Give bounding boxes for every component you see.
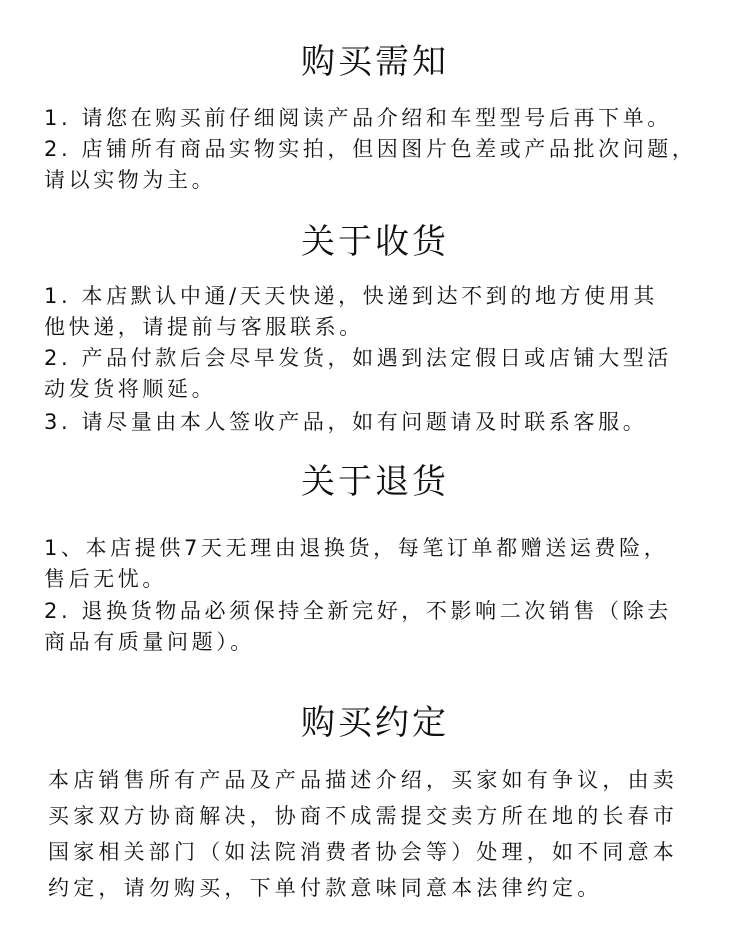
purchase-notes-item-1 [44, 103, 734, 134]
section-title-purchase-notes: 购买需知 [301, 42, 449, 82]
returns-item-1 [44, 533, 734, 595]
text-line: 2. 产品付款后会尽早发货，如遇到法定假日或店铺大型活 [44, 346, 672, 370]
text-line: 1. 本店默认中通/天天快递，快递到达不到的地方使用其 [44, 284, 658, 308]
purchase-notes-item-2 [44, 134, 734, 196]
text-line: 国家相关部门（如法院消费者协会等）处理，如不同意本 [48, 840, 678, 864]
text-line: 2. 店铺所有商品实物实拍，但因图片色差或产品批次问题， [44, 137, 697, 161]
returns-item-2 [44, 596, 734, 658]
text-line: 3. 请尽量由本人签收产品，如有问题请及时联系客服。 [44, 410, 648, 434]
text-line: 买家双方协商解决，协商不成需提交卖方所在地的长春市 [48, 804, 678, 828]
text-line: 2. 退换货物品必须保持全新完好，不影响二次销售（除去 [44, 599, 672, 623]
text-line: 售后无忧。 [44, 567, 167, 591]
receiving-item-1 [44, 281, 734, 343]
receiving-item-2 [44, 343, 734, 405]
text-line: 约定，请勿购买，下单付款意味同意本法律约定。 [48, 876, 603, 900]
section-title-purchase-agreement: 购买约定 [301, 703, 449, 743]
text-line: 本店销售所有产品及产品描述介绍，买家如有争议，由卖 [48, 768, 678, 792]
receiving-item-3 [44, 407, 734, 438]
text-line: 1. 请您在购买前仔细阅读产品介绍和车型型号后再下单。 [44, 106, 672, 130]
section-title-returns: 关于退货 [301, 462, 449, 502]
purchase-agreement-text [48, 762, 738, 906]
text-line: 1、本店提供7天无理由退换货，每笔订单都赠送运费险， [44, 536, 669, 560]
section-title-receiving: 关于收货 [301, 222, 449, 262]
text-line: 请以实物为主。 [44, 168, 217, 192]
text-line: 商品有质量问题）。 [44, 630, 255, 654]
text-line: 他快递，请提前与客服联系。 [44, 315, 364, 339]
text-line: 动发货将顺延。 [44, 377, 217, 401]
